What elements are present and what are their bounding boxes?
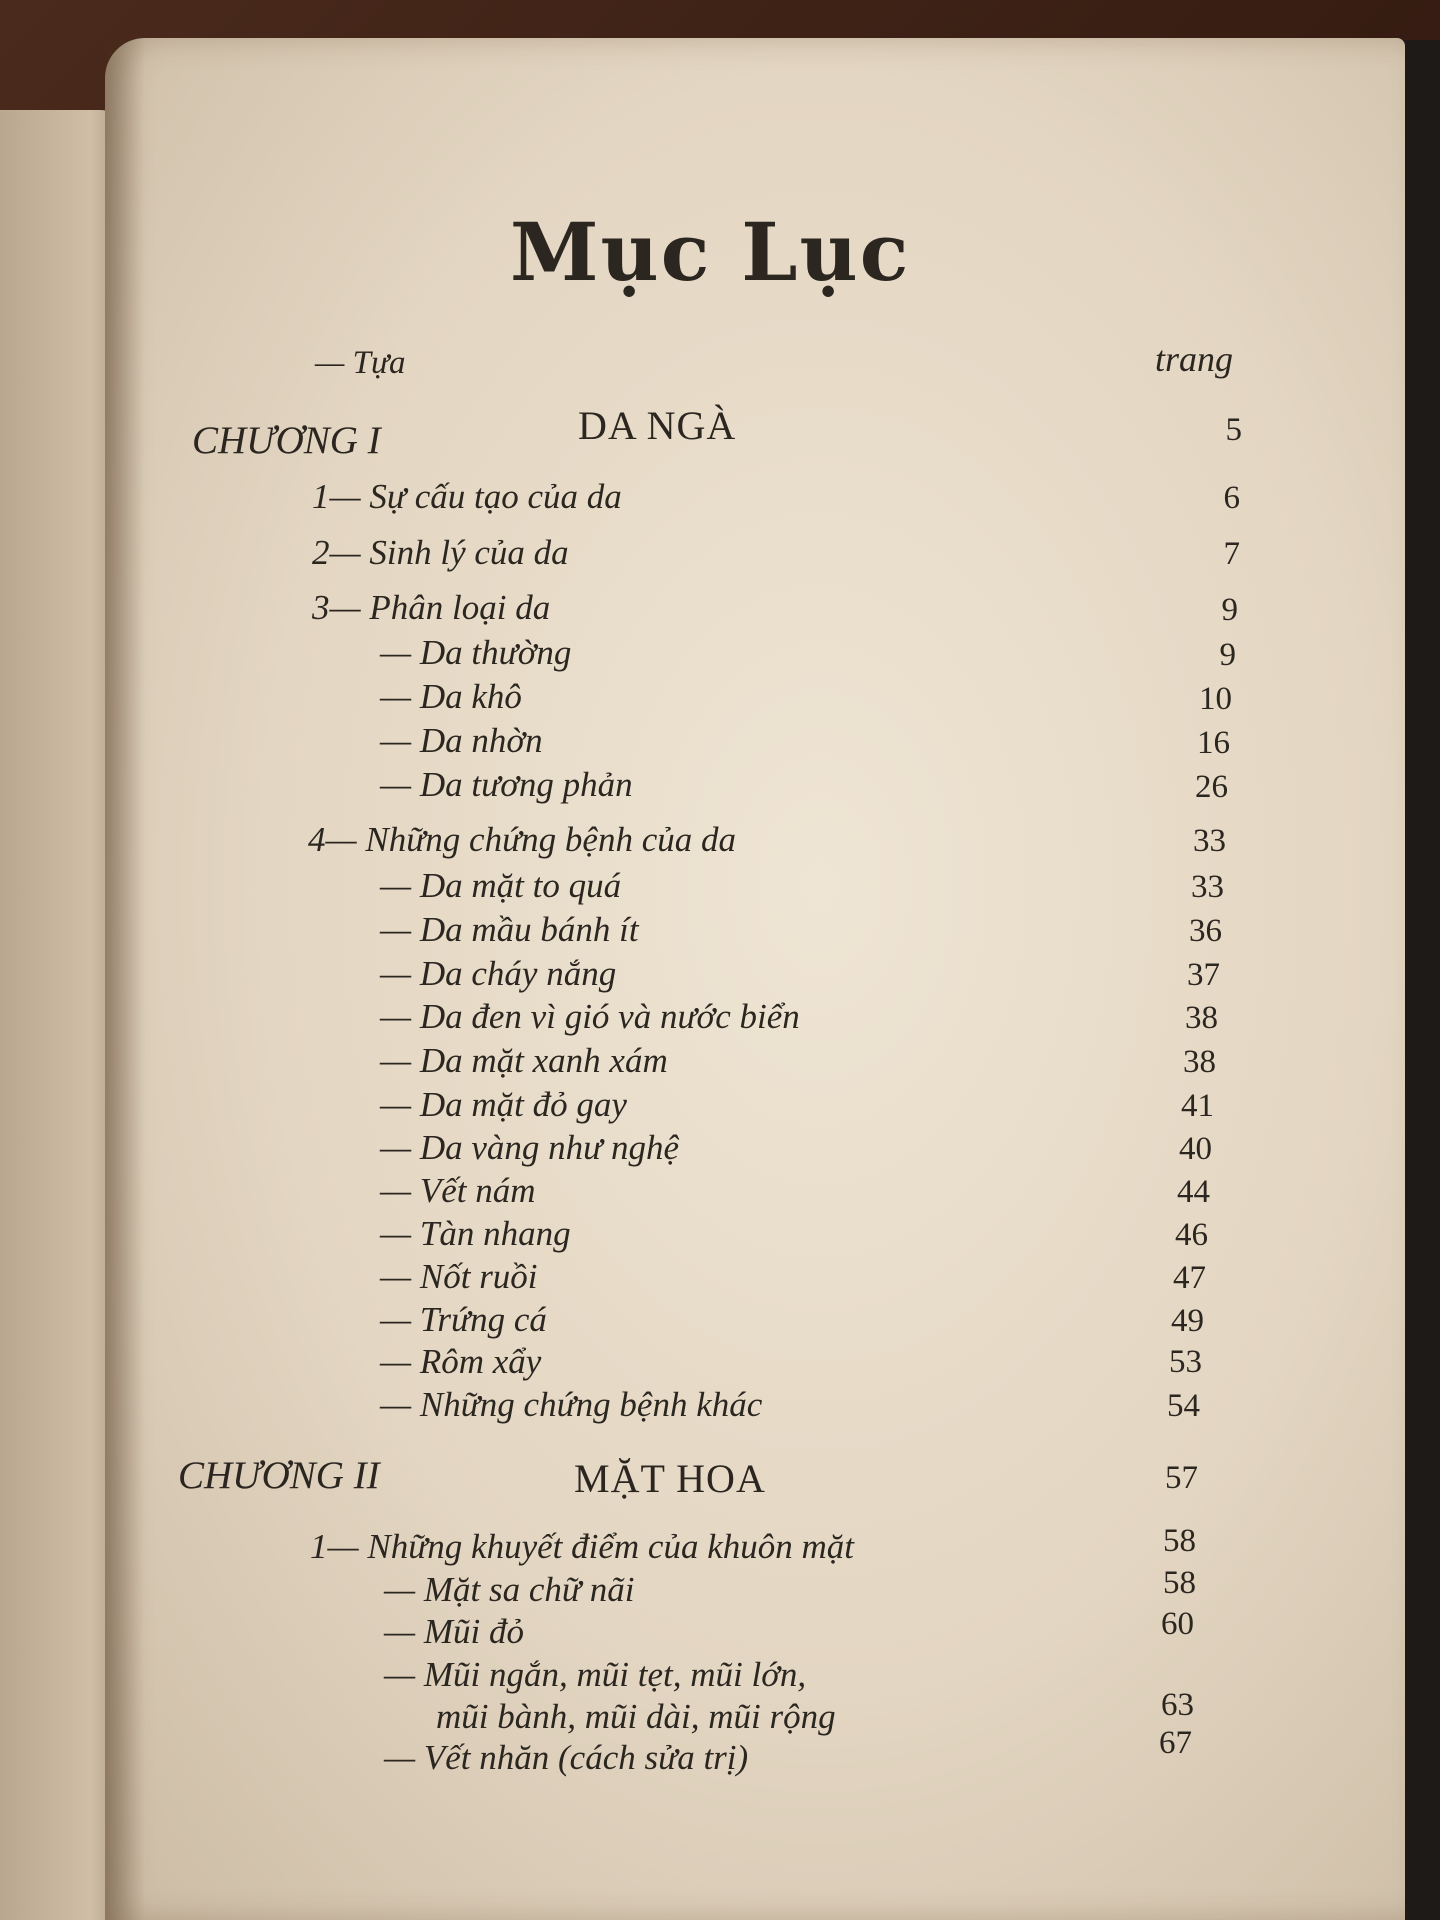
toc-page: 60: [1161, 1606, 1194, 1642]
toc-page: 9: [1219, 637, 1236, 673]
toc-page: 37: [1187, 957, 1220, 993]
chapter-1-page: 5: [1225, 412, 1242, 448]
chapter-1-label: CHƯƠNG I: [192, 419, 381, 462]
gutter-shadow: [105, 38, 145, 1920]
toc-entry: — Da tương phản: [380, 765, 633, 804]
toc-page: 58: [1163, 1523, 1196, 1559]
toc-entry: — Rôm xẩy: [380, 1342, 542, 1381]
toc-entry: — Da mặt xanh xám: [380, 1041, 668, 1080]
toc-entry: 2— Sinh lý của da: [312, 533, 569, 572]
toc-entry: — Da mầu bánh ít: [380, 910, 639, 949]
toc-page: 16: [1197, 725, 1230, 761]
chapter-1-title: DA NGÀ: [578, 403, 737, 448]
toc-page: 53: [1169, 1344, 1202, 1380]
toc-page: 10: [1199, 681, 1232, 717]
toc-page: 6: [1223, 480, 1240, 516]
toc-page: 44: [1177, 1174, 1210, 1210]
toc-entry: — Mũi đỏ: [384, 1612, 524, 1651]
toc-page: 33: [1193, 823, 1226, 859]
toc-entry: — Da đen vì gió và nước biển: [380, 997, 800, 1036]
toc-entry: — Tàn nhang: [380, 1214, 571, 1253]
toc-page: 38: [1183, 1044, 1216, 1080]
toc-entry: — Nốt ruồi: [380, 1257, 538, 1296]
toc-entry: — Da khô: [380, 677, 522, 716]
toc-page: 67: [1159, 1725, 1192, 1761]
toc-entry: 1— Sự cấu tạo của da: [312, 477, 622, 516]
toc-page: 46: [1175, 1217, 1208, 1253]
toc-page: 49: [1171, 1303, 1204, 1339]
toc-page: 40: [1179, 1131, 1212, 1167]
toc-entry: mũi bành, mũi dài, mũi rộng: [436, 1697, 836, 1736]
chapter-2-page: 57: [1165, 1460, 1198, 1496]
toc-entry: — Những chứng bệnh khác: [380, 1385, 763, 1424]
toc-entry: — Vết nám: [380, 1171, 536, 1210]
chapter-2-title: MẶT HOA: [574, 1456, 766, 1501]
toc-entry: — Trứng cá: [380, 1300, 547, 1339]
toc-entry: — Da nhờn: [380, 721, 543, 760]
toc-entry: — Mặt sa chữ nãi: [384, 1570, 635, 1609]
toc-entry: — Da cháy nắng: [380, 954, 617, 993]
toc-entry: — Vết nhăn (cách sửa trị): [384, 1738, 749, 1777]
toc-page: 54: [1167, 1388, 1200, 1424]
toc-page: 33: [1191, 869, 1224, 905]
toc-page: 38: [1185, 1000, 1218, 1036]
chapter-2-label: CHƯƠNG II: [178, 1454, 380, 1497]
toc-page: 47: [1173, 1260, 1206, 1296]
toc-entry: — Mũi ngắn, mũi tẹt, mũi lớn,: [384, 1655, 807, 1694]
toc-page: 7: [1223, 536, 1240, 572]
toc-entry: 1— Những khuyết điểm của khuôn mặt: [310, 1527, 854, 1566]
toc-entry: 3— Phân loại da: [312, 588, 551, 627]
page-column-header: trang: [1155, 339, 1234, 379]
page-title: Mục Lục: [510, 205, 911, 299]
toc-page: 36: [1189, 913, 1222, 949]
toc-page: 63: [1161, 1687, 1194, 1723]
toc-page: 41: [1181, 1088, 1214, 1124]
preface-label: — Tựa: [315, 345, 406, 381]
toc-entry: — Da thường: [380, 633, 572, 672]
toc-entry: — Da mặt to quá: [380, 866, 622, 905]
toc-page: 58: [1163, 1565, 1196, 1601]
toc-entry: 4— Những chứng bệnh của da: [308, 820, 736, 859]
toc-entry: — Da mặt đỏ gay: [380, 1085, 627, 1124]
toc-entry: — Da vàng như nghệ: [380, 1128, 680, 1167]
toc-page: 9: [1221, 592, 1238, 628]
toc-page: 26: [1195, 769, 1228, 805]
